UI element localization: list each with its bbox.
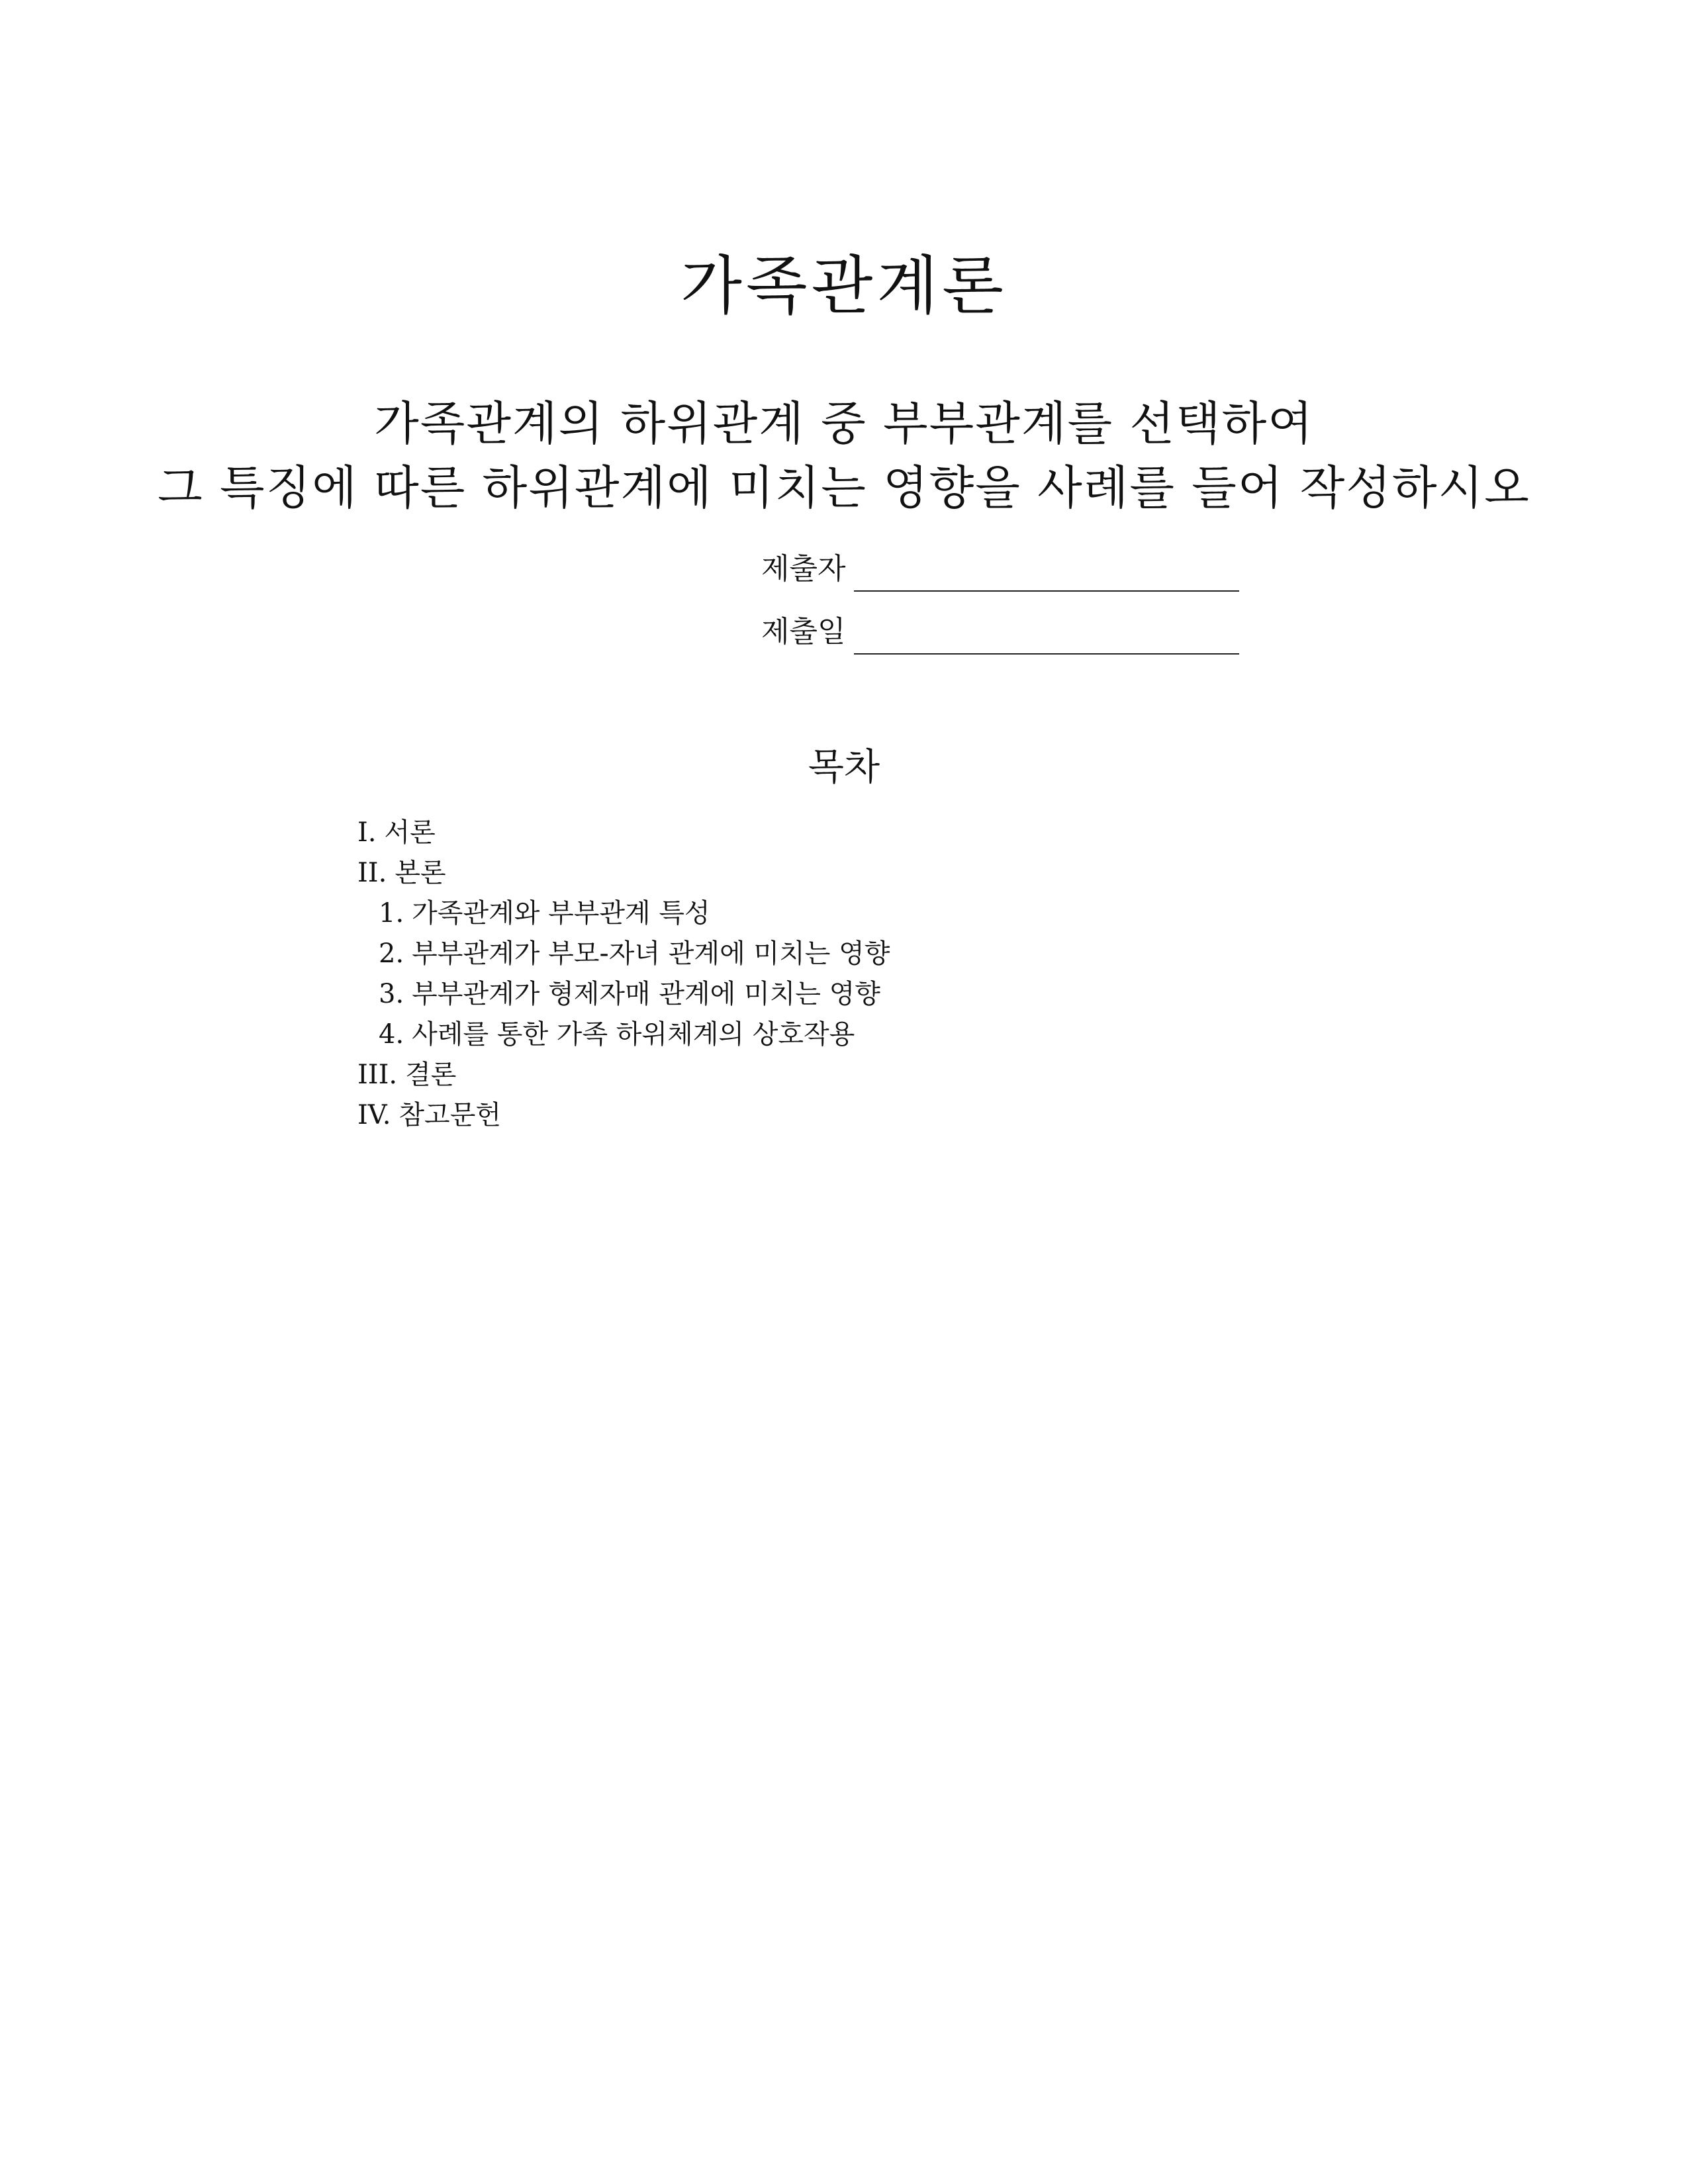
submitter-underline [854,590,1239,592]
submission-date-label: 제출일 [761,615,846,649]
toc-item-conclusion: III. 결론 [357,1060,457,1090]
document-title: 가족관계론 [680,249,1008,323]
submitter-label: 제출자 [761,552,846,586]
submission-date-underline [854,653,1239,655]
toc-item-body: II. 본론 [357,858,446,888]
toc-item-introduction: I. 서론 [357,817,436,848]
toc-heading: 목차 [808,746,880,789]
assignment-prompt-line-2: 그 특징에 따른 하위관계에 미치는 영향을 사례를 들어 작성하시오 [158,461,1530,515]
toc-subitem-4: 4. 사례를 통한 가족 하위체계의 상호작용 [379,1019,855,1050]
toc-subitem-3: 3. 부부관계가 형제자매 관계에 미치는 영향 [379,979,880,1009]
submitter-field [761,549,1238,596]
toc-subitem-2: 2. 부부관계가 부모-자녀 관계에 미치는 영향 [379,938,890,969]
toc-item-references: IV. 참고문헌 [357,1100,501,1130]
toc-subitem-1: 1. 가족관계와 부부관계 특성 [379,898,710,929]
submission-date-field [761,612,1238,659]
table-of-contents [357,813,890,1136]
assignment-prompt-line-1: 가족관계의 하위관계 중 부부관계를 선택하여 [374,396,1314,451]
